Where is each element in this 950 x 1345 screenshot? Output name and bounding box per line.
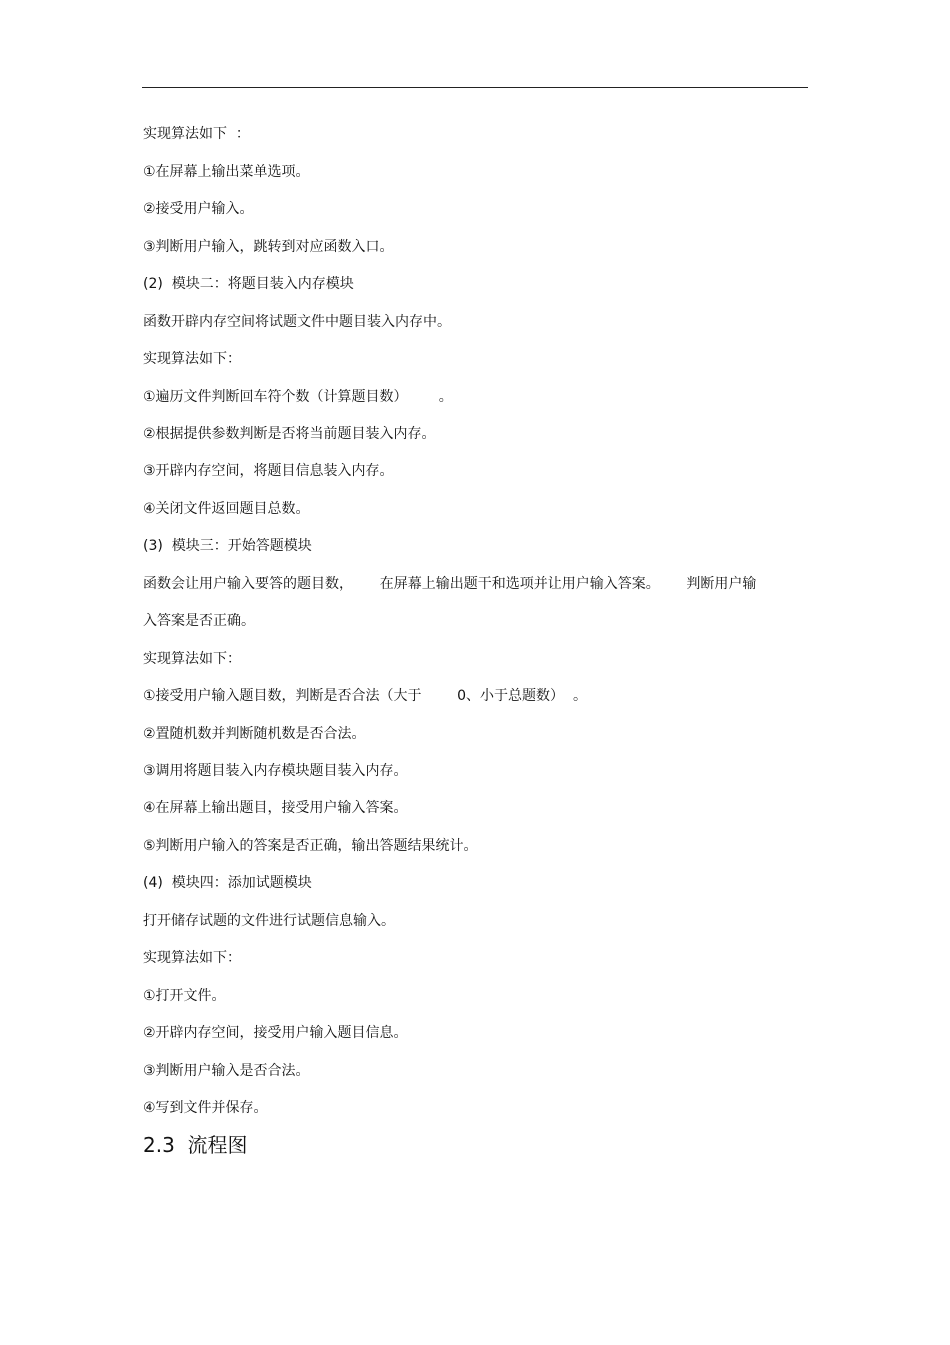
text-line: 入答案是否正确。 (143, 613, 255, 629)
text-line: ②根据提供参数判断是否将当前题目装入内存。 (143, 426, 436, 442)
text-line: 实现算法如下 ： (143, 126, 250, 142)
text-line: 实现算法如下： (143, 351, 241, 367)
text-line: ①遍历文件判断回车符个数（计算题目数） 。 (143, 389, 453, 405)
text-line: ④在屏幕上输出题目，接受用户输入答案。 (143, 800, 408, 816)
text-line: ④关闭文件返回题目总数。 (143, 501, 310, 517)
text-line: 打开储存试题的文件进行试题信息输入。 (143, 913, 395, 929)
text-line: 函数会让用户输入要答的题目数， 在屏幕上输出题干和选项并让用户输入答案。 判断用户输 (143, 576, 757, 592)
text-line: 函数开辟内存空间将试题文件中题目装入内存中。 (143, 314, 451, 330)
text-line: ③判断用户输入是否合法。 (143, 1063, 310, 1079)
module-heading: (2) 模块二：将题目装入内存模块 (143, 276, 354, 292)
text-line: ②置随机数并判断随机数是否合法。 (143, 726, 366, 742)
text-line: ③开辟内存空间，将题目信息装入内存。 (143, 463, 394, 479)
module-heading: (4) 模块四：添加试题模块 (143, 875, 312, 891)
text-line: ③判断用户输入，跳转到对应函数入口。 (143, 239, 394, 255)
text-line: ①打开文件。 (143, 988, 226, 1004)
section-heading: 2.3 流程图 (143, 1133, 248, 1157)
module-heading: (3) 模块三：开始答题模块 (143, 538, 312, 554)
text-line: ①接受用户输入题目数，判断是否合法（大于 0、小于总题数） 。 (143, 688, 587, 704)
text-line: ③调用将题目装入内存模块题目装入内存。 (143, 763, 408, 779)
text-line: 实现算法如下： (143, 651, 241, 667)
text-line: ②开辟内存空间，接受用户输入题目信息。 (143, 1025, 408, 1041)
text-line: 实现算法如下： (143, 950, 241, 966)
text-line: ②接受用户输入。 (143, 201, 254, 217)
header-rule (142, 87, 808, 88)
text-line: ④写到文件并保存。 (143, 1100, 268, 1116)
text-line: ①在屏幕上输出菜单选项。 (143, 164, 310, 180)
text-line: ⑤判断用户输入的答案是否正确，输出答题结果统计。 (143, 838, 478, 854)
